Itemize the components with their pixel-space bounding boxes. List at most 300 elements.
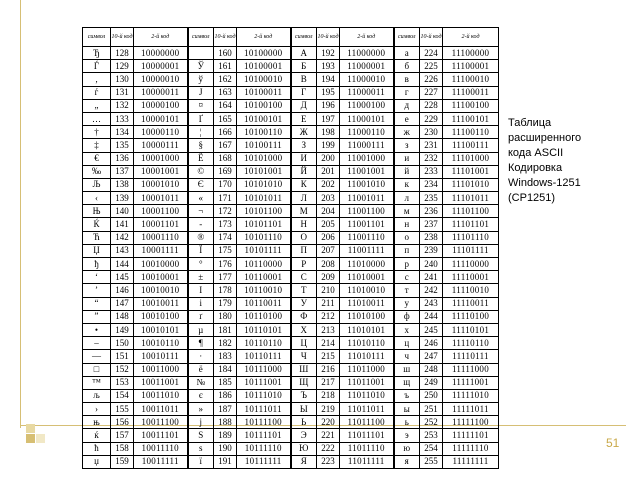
binary-code-cell: 10101010 <box>237 178 291 191</box>
binary-code-cell: 11011101 <box>340 429 394 442</box>
table-row <box>83 139 499 152</box>
binary-code-cell: 11101010 <box>443 178 499 191</box>
binary-code-cell: 11011011 <box>340 403 394 416</box>
binary-code-cell: 10110100 <box>237 310 291 323</box>
char-cell: Ў <box>188 60 214 73</box>
binary-code-cell: 10101111 <box>237 244 291 257</box>
char-cell: Л <box>291 192 317 205</box>
char-cell: ® <box>188 231 214 244</box>
decimal-code-cell: 159 <box>111 455 134 468</box>
binary-code-cell: 11111111 <box>443 455 499 468</box>
table-row <box>83 205 499 218</box>
binary-code-cell: 10111111 <box>237 455 291 468</box>
char-cell: р <box>394 258 420 271</box>
table-row <box>83 416 499 429</box>
table-row <box>83 47 499 60</box>
char-cell: С <box>291 271 317 284</box>
decimal-code-cell: 239 <box>420 244 443 257</box>
decimal-code-cell: 195 <box>317 86 340 99</box>
table-row <box>83 60 499 73</box>
char-cell: ш <box>394 363 420 376</box>
decimal-code-cell: 163 <box>214 86 237 99</box>
char-cell: њ <box>83 416 111 429</box>
char-cell: · <box>188 350 214 363</box>
binary-code-cell: 11101110 <box>443 231 499 244</box>
decimal-code-cell: 200 <box>317 152 340 165</box>
decimal-code-cell: 214 <box>317 337 340 350</box>
binary-code-cell: 11011100 <box>340 416 394 429</box>
binary-code-cell: 10100011 <box>237 86 291 99</box>
binary-code-cell: 10110111 <box>237 350 291 363</box>
decimal-code-cell: 201 <box>317 165 340 178</box>
binary-code-cell: 11100001 <box>443 60 499 73</box>
binary-code-cell: 11001111 <box>340 244 394 257</box>
char-cell: Љ <box>83 178 111 191</box>
char-cell: К <box>291 178 317 191</box>
table-row <box>83 258 499 271</box>
char-cell: — <box>83 350 111 363</box>
decimal-code-cell: 194 <box>317 73 340 86</box>
binary-code-cell: 11110010 <box>443 284 499 297</box>
char-cell: к <box>394 178 420 191</box>
table-row <box>83 192 499 205</box>
char-cell: ђ <box>83 258 111 271</box>
decimal-code-cell: 247 <box>420 350 443 363</box>
char-cell: Х <box>291 323 317 336</box>
decimal-code-cell: 202 <box>317 178 340 191</box>
char-cell: И <box>291 152 317 165</box>
column-header: 2-й код <box>340 28 394 47</box>
char-cell: З <box>291 139 317 152</box>
binary-code-cell: 10110110 <box>237 337 291 350</box>
decimal-code-cell: 217 <box>317 376 340 389</box>
decimal-code-cell: 242 <box>420 284 443 297</box>
binary-code-cell: 11111000 <box>443 363 499 376</box>
binary-code-cell: 11010101 <box>340 323 394 336</box>
char-cell: а <box>394 47 420 60</box>
char-cell: › <box>83 403 111 416</box>
decimal-code-cell: 143 <box>111 244 134 257</box>
char-cell: Р <box>291 258 317 271</box>
decimal-code-cell: 132 <box>111 99 134 112</box>
table-row <box>83 218 499 231</box>
table-row <box>83 165 499 178</box>
binary-code-cell: 11001001 <box>340 165 394 178</box>
binary-code-cell: 11000110 <box>340 126 394 139</box>
decimal-code-cell: 207 <box>317 244 340 257</box>
binary-code-cell: 10111001 <box>237 376 291 389</box>
decor-square <box>36 434 45 443</box>
decimal-code-cell: 197 <box>317 112 340 125</box>
binary-code-cell: 10100110 <box>237 126 291 139</box>
decimal-code-cell: 189 <box>214 429 237 442</box>
decimal-code-cell: 251 <box>420 403 443 416</box>
decimal-code-cell: 149 <box>111 323 134 336</box>
char-cell: у <box>394 297 420 310</box>
char-cell: п <box>394 244 420 257</box>
binary-code-cell: 10011010 <box>134 389 188 402</box>
decimal-code-cell: 231 <box>420 139 443 152</box>
char-cell: © <box>188 165 214 178</box>
binary-code-cell: 11110000 <box>443 258 499 271</box>
binary-code-cell: 11011000 <box>340 363 394 376</box>
decimal-code-cell: 204 <box>317 205 340 218</box>
decimal-code-cell: 208 <box>317 258 340 271</box>
binary-code-cell: 11010000 <box>340 258 394 271</box>
char-cell: – <box>83 337 111 350</box>
char-cell: Њ <box>83 205 111 218</box>
char-cell: Ґ <box>188 112 214 125</box>
binary-code-cell: 11110110 <box>443 337 499 350</box>
char-cell: в <box>394 73 420 86</box>
binary-code-cell: 10110010 <box>237 284 291 297</box>
binary-code-cell: 10100010 <box>237 73 291 86</box>
binary-code-cell: 11010111 <box>340 350 394 363</box>
binary-code-cell: 11010011 <box>340 297 394 310</box>
decimal-code-cell: 240 <box>420 258 443 271</box>
table-row <box>83 284 499 297</box>
char-cell: • <box>83 323 111 336</box>
char-cell: ќ <box>83 429 111 442</box>
char-cell: Е <box>291 112 317 125</box>
table-row <box>83 231 499 244</box>
decimal-code-cell: 252 <box>420 416 443 429</box>
binary-code-cell: 10001000 <box>134 152 188 165</box>
binary-code-cell: 11101111 <box>443 244 499 257</box>
column-header: 2-й код <box>443 28 499 47</box>
decimal-code-cell: 148 <box>111 310 134 323</box>
char-cell: ¤ <box>188 99 214 112</box>
table-row <box>83 86 499 99</box>
char-cell: ± <box>188 271 214 284</box>
binary-code-cell: 11100011 <box>443 86 499 99</box>
binary-code-cell: 11001000 <box>340 152 394 165</box>
left-decor-line <box>20 0 21 428</box>
decimal-code-cell: 139 <box>111 192 134 205</box>
binary-code-cell: 11010001 <box>340 271 394 284</box>
decimal-code-cell: 221 <box>317 429 340 442</box>
binary-code-cell: 10101001 <box>237 165 291 178</box>
char-cell: » <box>188 403 214 416</box>
char-cell: л <box>394 192 420 205</box>
table-row <box>83 389 499 402</box>
char-cell: и <box>394 152 420 165</box>
decimal-code-cell: 154 <box>111 389 134 402</box>
decimal-code-cell: 238 <box>420 231 443 244</box>
char-cell: м <box>394 205 420 218</box>
decimal-code-cell: 188 <box>214 416 237 429</box>
decimal-code-cell: 135 <box>111 139 134 152</box>
decimal-code-cell: 170 <box>214 178 237 191</box>
binary-code-cell: 11000011 <box>340 86 394 99</box>
char-cell: І <box>188 284 214 297</box>
binary-code-cell: 10111110 <box>237 442 291 455</box>
char-cell: Ф <box>291 310 317 323</box>
char-cell: † <box>83 126 111 139</box>
binary-code-cell: 11110011 <box>443 297 499 310</box>
char-cell: Ћ <box>83 231 111 244</box>
binary-code-cell: 11001110 <box>340 231 394 244</box>
decimal-code-cell: 206 <box>317 231 340 244</box>
table-row <box>83 178 499 191</box>
binary-code-cell: 10111010 <box>237 389 291 402</box>
char-cell: § <box>188 139 214 152</box>
char-cell: Н <box>291 218 317 231</box>
decimal-code-cell: 213 <box>317 323 340 336</box>
decimal-code-cell: 253 <box>420 429 443 442</box>
binary-code-cell: 11110100 <box>443 310 499 323</box>
char-cell: ™ <box>83 376 111 389</box>
binary-code-cell: 10110101 <box>237 323 291 336</box>
decimal-code-cell: 222 <box>317 442 340 455</box>
char-cell: ћ <box>83 442 111 455</box>
char-cell: Џ <box>83 244 111 257</box>
binary-code-cell: 11100000 <box>443 47 499 60</box>
char-cell: “ <box>83 297 111 310</box>
table-header-row <box>83 28 499 47</box>
binary-code-cell: 10011001 <box>134 376 188 389</box>
binary-code-cell: 11110001 <box>443 271 499 284</box>
binary-code-cell: 10010010 <box>134 284 188 297</box>
binary-code-cell: 10000001 <box>134 60 188 73</box>
char-cell: Щ <box>291 376 317 389</box>
binary-code-cell: 10011101 <box>134 429 188 442</box>
binary-code-cell: 10010111 <box>134 350 188 363</box>
column-header: 10-й код <box>317 28 340 47</box>
char-cell: ‹ <box>83 192 111 205</box>
binary-code-cell: 10101000 <box>237 152 291 165</box>
char-cell: е <box>394 112 420 125</box>
char-cell: А <box>291 47 317 60</box>
binary-code-cell: 11000010 <box>340 73 394 86</box>
char-cell: ы <box>394 403 420 416</box>
binary-code-cell: 11010110 <box>340 337 394 350</box>
char-cell: ц <box>394 337 420 350</box>
table-row <box>83 337 499 350</box>
binary-code-cell: 11101011 <box>443 192 499 205</box>
char-cell: Ы <box>291 403 317 416</box>
binary-code-cell: 10000100 <box>134 99 188 112</box>
char-cell: Ѓ <box>83 60 111 73</box>
char-cell: Є <box>188 178 214 191</box>
binary-code-cell: 10000101 <box>134 112 188 125</box>
binary-code-cell: 10100111 <box>237 139 291 152</box>
char-cell: Ђ <box>83 47 111 60</box>
decimal-code-cell: 244 <box>420 310 443 323</box>
char-cell: Д <box>291 99 317 112</box>
binary-code-cell: 11111101 <box>443 429 499 442</box>
decor-square <box>26 424 35 433</box>
char-cell: ј <box>188 416 214 429</box>
char-cell: « <box>188 192 214 205</box>
decimal-code-cell: 161 <box>214 60 237 73</box>
char-cell <box>188 47 214 60</box>
binary-code-cell: 10010011 <box>134 297 188 310</box>
decimal-code-cell: 246 <box>420 337 443 350</box>
column-header: символ <box>83 28 111 47</box>
char-cell: д <box>394 99 420 112</box>
column-header: 2-й код <box>134 28 188 47</box>
decimal-code-cell: 211 <box>317 297 340 310</box>
char-cell: Ј <box>188 86 214 99</box>
decimal-code-cell: 169 <box>214 165 237 178</box>
binary-code-cell: 11111010 <box>443 389 499 402</box>
table-body <box>83 47 499 469</box>
char-cell: ё <box>188 363 214 376</box>
binary-code-cell: 10101011 <box>237 192 291 205</box>
binary-code-cell: 11011110 <box>340 442 394 455</box>
char-cell: У <box>291 297 317 310</box>
binary-code-cell: 10110011 <box>237 297 291 310</box>
decimal-code-cell: 180 <box>214 310 237 323</box>
binary-code-cell: 11001100 <box>340 205 394 218</box>
decimal-code-cell: 186 <box>214 389 237 402</box>
binary-code-cell: 10010000 <box>134 258 188 271</box>
char-cell: ў <box>188 73 214 86</box>
decimal-code-cell: 243 <box>420 297 443 310</box>
binary-code-cell: 11011001 <box>340 376 394 389</box>
char-cell: „ <box>83 99 111 112</box>
decimal-code-cell: 145 <box>111 271 134 284</box>
table-caption: Таблица расширенного кода ASCII Кодировка Windows-1251 (CP1251) <box>508 117 582 204</box>
decimal-code-cell: 184 <box>214 363 237 376</box>
char-cell: љ <box>83 389 111 402</box>
decimal-code-cell: 179 <box>214 297 237 310</box>
char-cell: Ъ <box>291 389 317 402</box>
decimal-code-cell: 164 <box>214 99 237 112</box>
decimal-code-cell: 166 <box>214 126 237 139</box>
table-row <box>83 455 499 468</box>
decimal-code-cell: 229 <box>420 112 443 125</box>
char-cell: с <box>394 271 420 284</box>
char-cell: ¬ <box>188 205 214 218</box>
binary-code-cell: 10100100 <box>237 99 291 112</box>
binary-code-cell: 10101101 <box>237 218 291 231</box>
char-cell: й <box>394 165 420 178</box>
binary-code-cell: 10001110 <box>134 231 188 244</box>
char-cell: т <box>394 284 420 297</box>
decimal-code-cell: 181 <box>214 323 237 336</box>
char-cell: Ѕ <box>188 429 214 442</box>
binary-code-cell: 10000011 <box>134 86 188 99</box>
binary-code-cell: 10000000 <box>134 47 188 60</box>
char-cell: ь <box>394 416 420 429</box>
binary-code-cell: 10011000 <box>134 363 188 376</box>
decimal-code-cell: 191 <box>214 455 237 468</box>
char-cell: ѕ <box>188 442 214 455</box>
char-cell: Й <box>291 165 317 178</box>
table-row <box>83 363 499 376</box>
binary-code-cell: 10001010 <box>134 178 188 191</box>
table-row <box>83 350 499 363</box>
decimal-code-cell: 220 <box>317 416 340 429</box>
decimal-code-cell: 248 <box>420 363 443 376</box>
decimal-code-cell: 142 <box>111 231 134 244</box>
column-header: 10-й код <box>214 28 237 47</box>
column-header: символ <box>188 28 214 47</box>
decimal-code-cell: 141 <box>111 218 134 231</box>
decimal-code-cell: 234 <box>420 178 443 191</box>
binary-code-cell: 11010100 <box>340 310 394 323</box>
binary-code-cell: 11111110 <box>443 442 499 455</box>
char-cell: Ь <box>291 416 317 429</box>
decimal-code-cell: 153 <box>111 376 134 389</box>
decimal-code-cell: 219 <box>317 403 340 416</box>
decimal-code-cell: 218 <box>317 389 340 402</box>
binary-code-cell: 10100001 <box>237 60 291 73</box>
decimal-code-cell: 172 <box>214 205 237 218</box>
char-cell: Ї <box>188 244 214 257</box>
table-row <box>83 73 499 86</box>
decimal-code-cell: 167 <box>214 139 237 152</box>
binary-code-cell: 11100111 <box>443 139 499 152</box>
char-cell: - <box>188 218 214 231</box>
decimal-code-cell: 237 <box>420 218 443 231</box>
decimal-code-cell: 158 <box>111 442 134 455</box>
decimal-code-cell: 144 <box>111 258 134 271</box>
binary-code-cell: 11000111 <box>340 139 394 152</box>
table-row <box>83 323 499 336</box>
decimal-code-cell: 199 <box>317 139 340 152</box>
decimal-code-cell: 205 <box>317 218 340 231</box>
decimal-code-cell: 241 <box>420 271 443 284</box>
decimal-code-cell: 193 <box>317 60 340 73</box>
binary-code-cell: 11001010 <box>340 178 394 191</box>
char-cell: я <box>394 455 420 468</box>
binary-code-cell: 11011111 <box>340 455 394 468</box>
binary-code-cell: 11101101 <box>443 218 499 231</box>
binary-code-cell: 10011011 <box>134 403 188 416</box>
binary-code-cell: 11001011 <box>340 192 394 205</box>
decimal-code-cell: 173 <box>214 218 237 231</box>
column-header: 10-й код <box>420 28 443 47</box>
binary-code-cell: 11000101 <box>340 112 394 125</box>
decimal-code-cell: 183 <box>214 350 237 363</box>
char-cell: э <box>394 429 420 442</box>
decimal-code-cell: 225 <box>420 60 443 73</box>
binary-code-cell: 11100110 <box>443 126 499 139</box>
char-cell: … <box>83 112 111 125</box>
char-cell: щ <box>394 376 420 389</box>
binary-code-cell: 10010100 <box>134 310 188 323</box>
char-cell: Я <box>291 455 317 468</box>
char-cell: ‘ <box>83 271 111 284</box>
decimal-code-cell: 250 <box>420 389 443 402</box>
binary-code-cell: 11000001 <box>340 60 394 73</box>
char-cell: М <box>291 205 317 218</box>
decimal-code-cell: 227 <box>420 86 443 99</box>
binary-code-cell: 10101100 <box>237 205 291 218</box>
decimal-code-cell: 146 <box>111 284 134 297</box>
table-row <box>83 297 499 310</box>
column-header: символ <box>394 28 420 47</box>
char-cell: ч <box>394 350 420 363</box>
char-cell: В <box>291 73 317 86</box>
decimal-code-cell: 187 <box>214 403 237 416</box>
decimal-code-cell: 209 <box>317 271 340 284</box>
binary-code-cell: 10010001 <box>134 271 188 284</box>
decimal-code-cell: 190 <box>214 442 237 455</box>
binary-code-cell: 11010010 <box>340 284 394 297</box>
decimal-code-cell: 174 <box>214 231 237 244</box>
char-cell: ю <box>394 442 420 455</box>
decimal-code-cell: 165 <box>214 112 237 125</box>
binary-code-cell: 10011110 <box>134 442 188 455</box>
binary-code-cell: 10101110 <box>237 231 291 244</box>
page-number: 51 <box>606 436 620 450</box>
char-cell: ‚ <box>83 73 111 86</box>
table-row <box>83 112 499 125</box>
